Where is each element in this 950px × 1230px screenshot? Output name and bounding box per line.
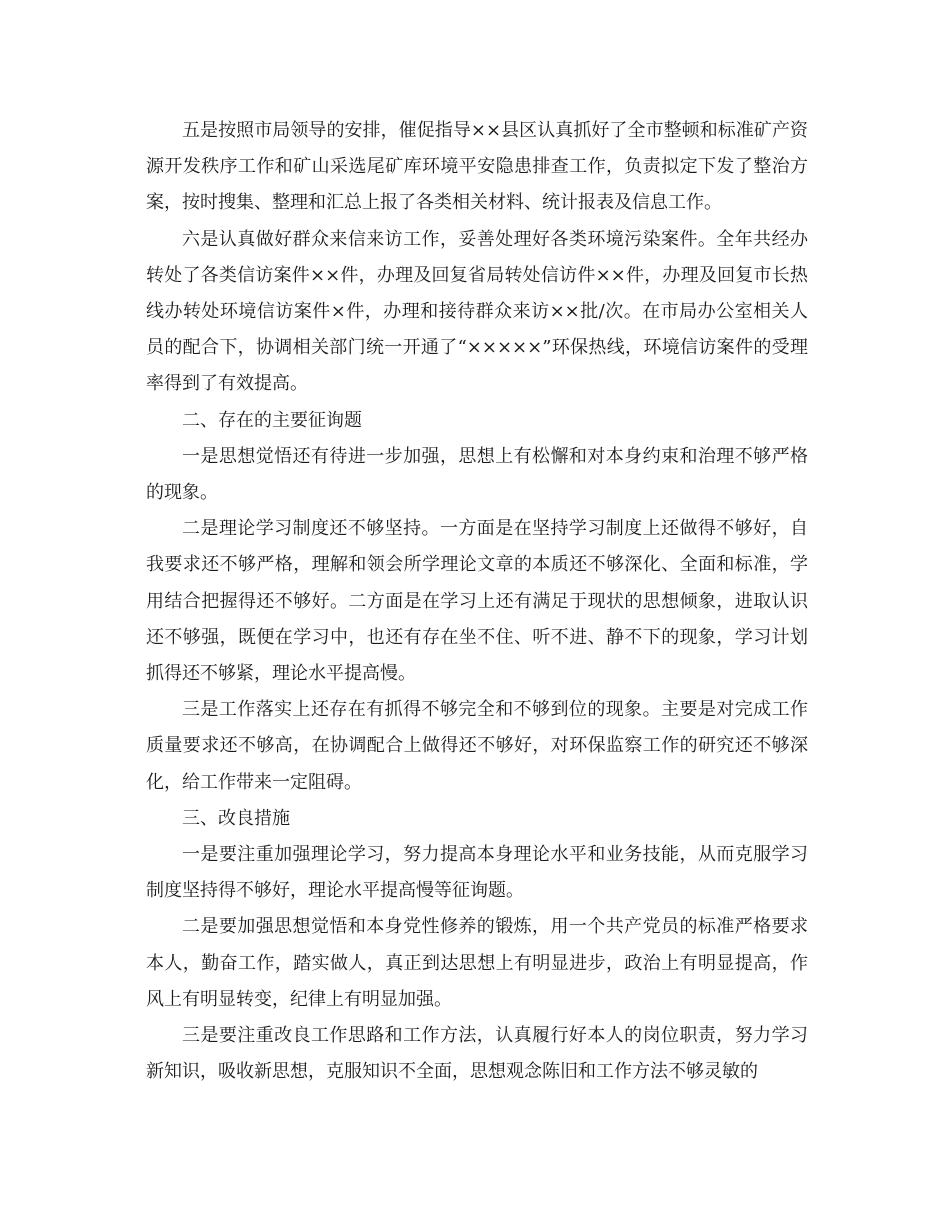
paragraph-problem-one: 一是思想觉悟还有待进一步加强，思想上有松懈和对本身约束和治理不够严格的现象。: [146, 445, 808, 504]
section-heading-problems: 二、存在的主要征询题: [182, 409, 362, 431]
section-heading-improvements: 三、改良措施: [182, 807, 290, 829]
document-body: [146, 113, 808, 1090]
paragraph-measure-three: 三是要注重改良工作思路和工作方法，认真履行好本人的岗位职责，努力学习新知识，吸收新思想，克服知识不全面，思想观念陈旧和工作方法不够灵敏的: [146, 1025, 808, 1083]
paragraph-measure-one: 一是要注重加强理论学习，努力提高本身理论水平和业务技能，从而克服学习制度坚持得不够好，理论水平提高慢等征询题。: [146, 844, 808, 902]
paragraph-measure-two: 二是要加强思想觉悟和本身党性修养的锻炼，用一个共产党员的标准严格要求本人，勤奋工作，踏实做人，真正到达思想上有明显进步，政治上有明显提高，作风上有明显转变，纪律上有明显加强。: [146, 916, 808, 1010]
paragraph-six-petition-work: 六是认真做好群众来信来访工作，妥善处理好各类环境污染案件。全年共经办转处了各类信访案件××件，办理及回复省局转处信访件××件，办理及回复市长热线办转处环境信访案件×件，办理和接待群众来访××批/次。在市局办公室相关人员的配合下，协调相关部门统一开通了“×××××”环保热线，环境信访案件的受理率得到了有效提高。: [146, 228, 808, 395]
paragraph-problem-two: 二是理论学习制度还不够坚持。一方面是在坚持学习制度上还做得不够好，自我要求还不够严格，理解和领会所学理论文章的本质还不够深化、全面和标准，学用结合把握得还不够好。二方面是在学习上还有满足于现状的思想倾象，进取认识还不够强，既便在学习中，也还有存在坐不住、听不进、静不下的现象，学习计划抓得还不够紧，理论水平提高慢。: [146, 518, 808, 685]
paragraph-problem-three: 三是工作落实上还存在有抓得不够完全和不够到位的现象。主要是对完成工作质量要求还不够高，在协调配合上做得还不够好，对环保监察工作的研究还不够深化，给工作带来一定阻碍。: [146, 699, 808, 793]
paragraph-five-task-arrangement: 五是按照市局领导的安排，催促指导××县区认真抓好了全市整顿和标准矿产资源开发秩序工作和矿山采选尾矿库环境平安隐患排查工作，负责拟定下发了整治方案，按时搜集、整理和汇总上报了各类相关材料、统计报表及信息工作。: [146, 120, 808, 214]
